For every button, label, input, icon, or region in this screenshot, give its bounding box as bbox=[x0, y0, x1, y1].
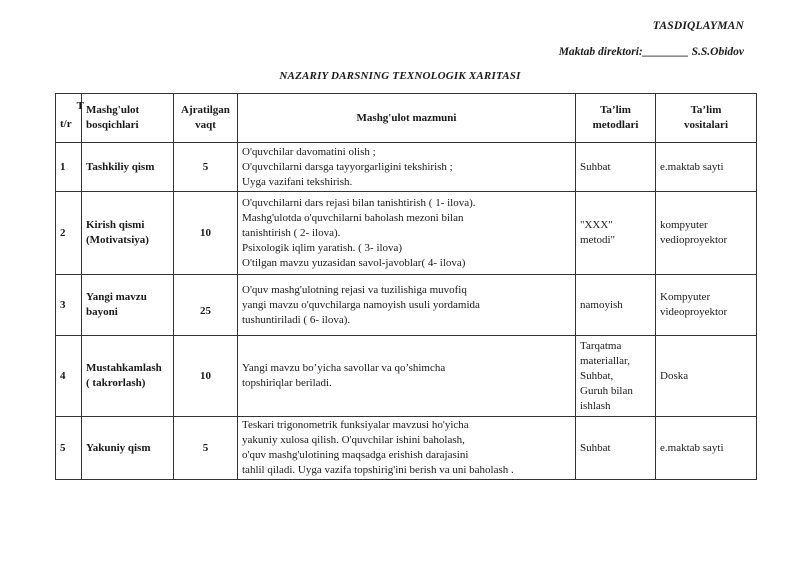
header-number-bottom: t/r bbox=[60, 118, 72, 130]
header-methods-line: metodlari bbox=[592, 119, 639, 131]
stage-line: Mustahkamlash bbox=[86, 362, 162, 374]
row-stage bbox=[82, 143, 174, 192]
tools-line: e.maktab sayti bbox=[660, 441, 724, 454]
row-tools bbox=[656, 336, 757, 417]
stage-line: Kirish qismi bbox=[86, 219, 145, 231]
row-time: 25 bbox=[174, 275, 238, 336]
header-time-line: Ajratilgan bbox=[181, 104, 230, 116]
director-signature-line: Maktab direktori:________ S.S.Obidov bbox=[558, 46, 744, 58]
tools-line: vedioproyektor bbox=[660, 234, 728, 246]
row-content bbox=[238, 275, 576, 336]
row-content bbox=[238, 417, 576, 480]
row-method bbox=[576, 336, 656, 417]
method-line: Suhbat bbox=[580, 160, 611, 173]
tools-line: videoproyektor bbox=[660, 306, 728, 318]
row-method bbox=[576, 275, 656, 336]
row-number: 1 bbox=[56, 143, 82, 192]
stage-line: ( takrorlash) bbox=[86, 377, 146, 389]
content-line: yakuniy xulosa qilish. O'quvchilar ishini baholash, bbox=[242, 434, 465, 446]
content-line: Psixologik iqlim yaratish. ( 3- ilova) bbox=[242, 241, 403, 254]
tools-line: Doska bbox=[660, 369, 689, 382]
header-stages bbox=[82, 94, 174, 143]
row-method bbox=[576, 143, 656, 192]
row-stage bbox=[82, 275, 174, 336]
method-line: Suhbat bbox=[580, 441, 611, 454]
header-methods-line: Ta’lim bbox=[600, 104, 631, 116]
header-stages-line: bosqichlari bbox=[86, 119, 139, 131]
row-time: 5 bbox=[174, 417, 238, 480]
row-stage bbox=[82, 192, 174, 275]
row-tools bbox=[656, 275, 757, 336]
row-method bbox=[576, 417, 656, 480]
content-line: O'quvchilar davomatini olish ; bbox=[242, 145, 376, 158]
header-stages-line: Mashg'ulot bbox=[86, 104, 140, 116]
technology-map-table bbox=[55, 93, 757, 480]
tools-line: Kompyuter bbox=[660, 291, 711, 303]
content-line: O'quvchilarni dars rejasi bilan tanishtirish ( 1- ilova). bbox=[242, 196, 476, 209]
row-time: 10 bbox=[174, 336, 238, 417]
row-method bbox=[576, 192, 656, 275]
row-tools bbox=[656, 143, 757, 192]
tools-line: kompyuter bbox=[660, 219, 708, 231]
row-time: 5 bbox=[174, 143, 238, 192]
stage-line: bayoni bbox=[86, 306, 118, 318]
header-methods bbox=[576, 94, 656, 143]
content-line: O'quvchilarni darsga tayyorgarligini tekshirish ; bbox=[242, 160, 453, 173]
method-line: Tarqatma bbox=[580, 339, 622, 352]
table-row bbox=[56, 417, 757, 480]
method-line: namoyish bbox=[580, 298, 623, 311]
content-line: O'tilgan mavzu yuzasidan savol-javoblar( 4- ilova) bbox=[242, 256, 466, 269]
content-line: o'quv mashg'ulotining maqsadga erishish darajasini bbox=[242, 449, 469, 461]
row-stage bbox=[82, 417, 174, 480]
row-stage bbox=[82, 336, 174, 417]
tools-line: e.maktab sayti bbox=[660, 160, 724, 173]
content-line: Teskari trigonometrik funksiyalar mavzusi ho'yicha bbox=[242, 419, 469, 431]
row-number: 5 bbox=[56, 417, 82, 480]
header-tools-line: Ta’lim bbox=[690, 104, 722, 116]
row-number: 4 bbox=[56, 336, 82, 417]
content-line: tanishtirish ( 2- ilova). bbox=[242, 226, 341, 239]
content-line: Mashg'ulotda o'quvchilarni baholash mezoni bilan bbox=[242, 211, 464, 224]
method-line: metodi" bbox=[580, 234, 616, 246]
method-line: Suhbat, bbox=[580, 369, 614, 382]
header-time-line: vaqt bbox=[195, 119, 216, 131]
row-number: 3 bbox=[56, 275, 82, 336]
row-content bbox=[238, 192, 576, 275]
content-line: yangi mavzu o'quvchilarga namoyish usuli yordamida bbox=[242, 298, 480, 311]
table-row bbox=[56, 192, 757, 275]
table-row bbox=[56, 336, 757, 417]
header-number-top: T bbox=[76, 100, 84, 112]
method-line: Guruh bilan bbox=[580, 384, 633, 397]
header-content: Mashg'ulot mazmuni bbox=[238, 94, 576, 143]
row-time: 10 bbox=[174, 192, 238, 275]
table-row bbox=[56, 143, 757, 192]
stage-line: (Motivatsiya) bbox=[86, 234, 149, 246]
approval-stamp-text: TASDIQLAYMAN bbox=[652, 20, 744, 32]
header-number bbox=[56, 94, 82, 143]
row-tools bbox=[656, 417, 757, 480]
content-line: Uyga vazifani tekshirish. bbox=[242, 175, 353, 188]
content-line: O'quv mashg'ulotning rejasi va tuzilishiga muvofiq bbox=[242, 283, 467, 296]
content-line: Yangi mavzu bo’yicha savollar va qo’shimcha bbox=[242, 362, 446, 374]
table-row bbox=[56, 275, 757, 336]
method-line: materiallar, bbox=[580, 354, 630, 367]
header-time bbox=[174, 94, 238, 143]
table-header-row bbox=[56, 94, 757, 143]
method-line: "XXX" bbox=[580, 219, 613, 231]
method-line: ishlash bbox=[580, 399, 611, 412]
document-title: NAZARIY DARSNING TEXNOLOGIK XARITASI bbox=[279, 70, 521, 82]
row-number: 2 bbox=[56, 192, 82, 275]
content-line: topshiriqlar beriladi. bbox=[242, 377, 332, 389]
header-tools-line: vositalari bbox=[684, 119, 728, 131]
header-tools bbox=[656, 94, 757, 143]
stage-line: Yakuniy qism bbox=[86, 441, 151, 454]
row-content bbox=[238, 336, 576, 417]
content-line: tushuntiriladi ( 6- ilova). bbox=[242, 313, 351, 326]
row-content bbox=[238, 143, 576, 192]
stage-line: Tashkiliy qism bbox=[86, 160, 155, 173]
content-line: tahlil qiladi. Uyga vazifa topshirig'ini berish va uni baholash . bbox=[242, 464, 514, 476]
row-tools bbox=[656, 192, 757, 275]
stage-line: Yangi mavzu bbox=[86, 291, 147, 303]
